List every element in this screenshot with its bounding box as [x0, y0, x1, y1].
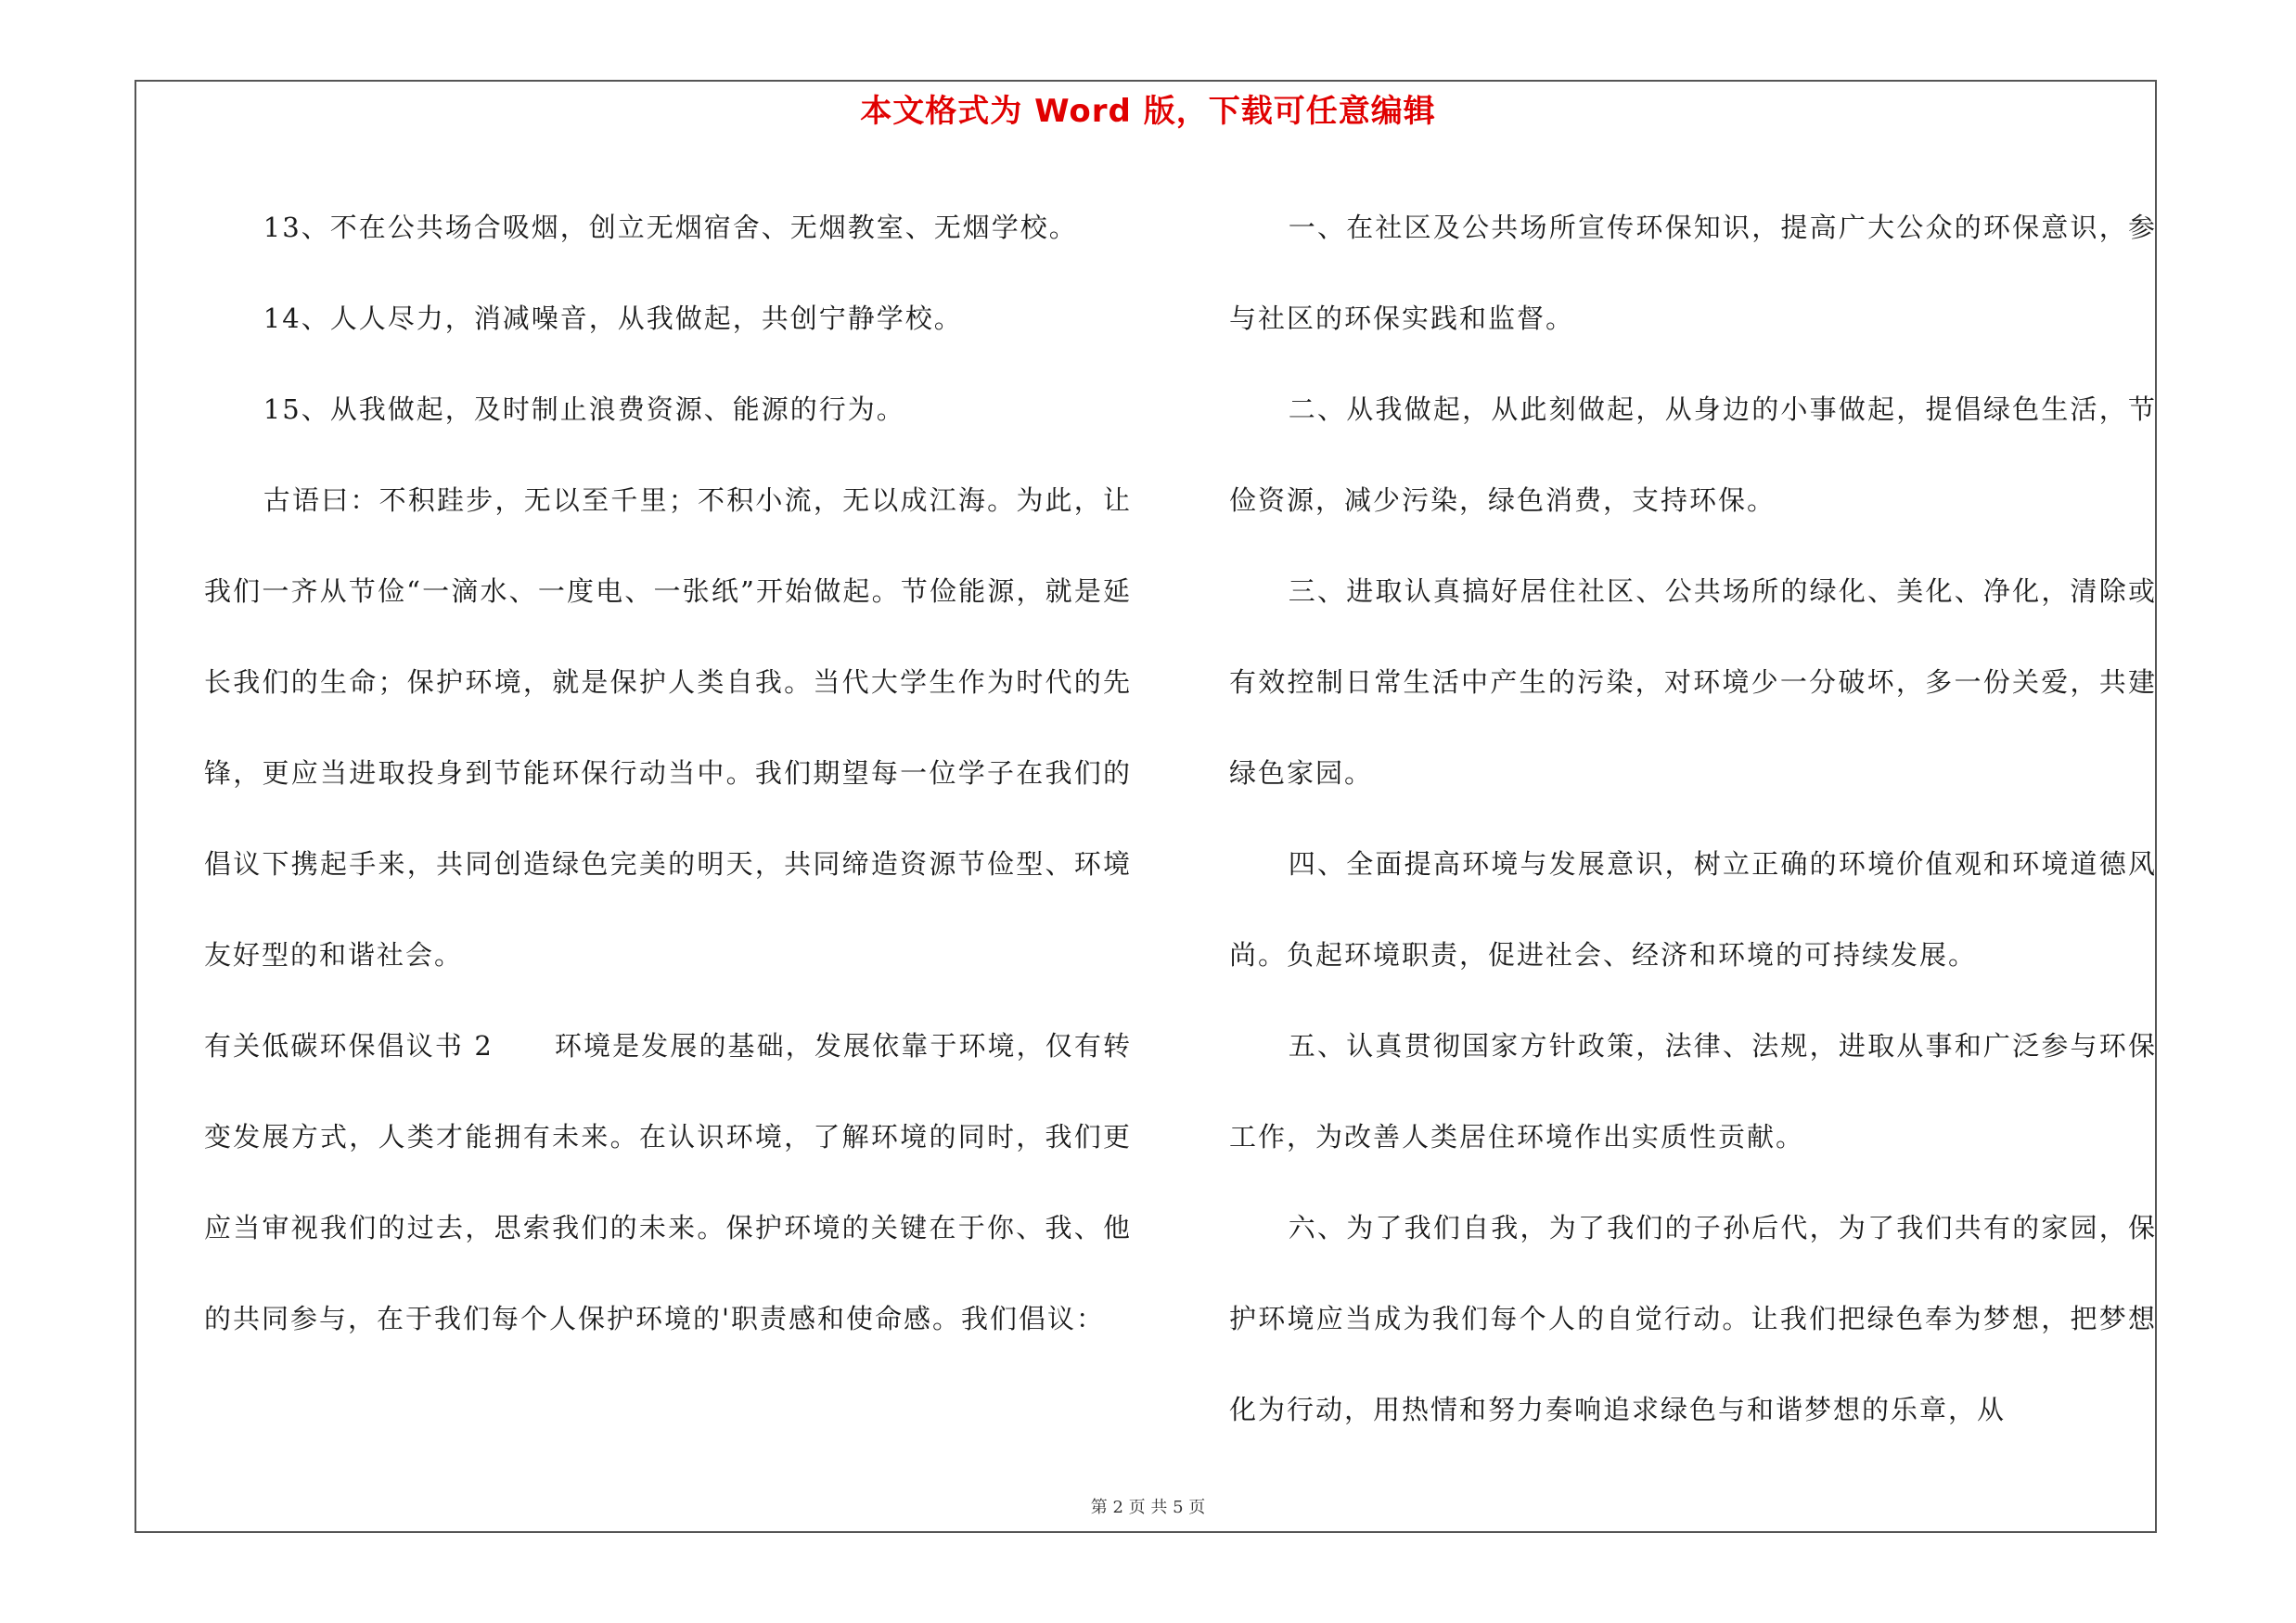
proposal-item: 二、从我做起，从此刻做起，从身边的小事做起，提倡绿色生活，节俭资源，减少污染，绿色消费，支持环保。 [1229, 393, 2157, 516]
proposal-item: 三、进取认真搞好居住社区、公共场所的绿化、美化、净化，清除或有效控制日常生活中产生的污染，对环境少一分破坏，多一份关爱，共建绿色家园。 [1229, 575, 2157, 789]
format-notice-banner: 本文格式为 Word 版，下载可任意编辑 [860, 93, 1436, 130]
proposal-item: 四、全面提高环境与发展意识，树立正确的环境价值观和环境道德风尚。负起环境职责，促进社会、经济和环境的可持续发展。 [1229, 848, 2157, 971]
section-intro-text: 环境是发展的基础，发展依靠于环境，仅有转变发展方式，人类才能拥有未来。在认识环境，了解环境的同时，我们更应当审视我们的过去，思索我们的未来。保护环境的关键在于你、我、他的共同参与，在于我们每个人保护环境的'职责感和使命感。我们倡议： [204, 1030, 1132, 1334]
left-text-column [204, 182, 1132, 1364]
proposal-item: 六、为了我们自我，为了我们的子孙后代，为了我们共有的家园，保护环境应当成为我们每个人的自觉行动。让我们把绿色奉为梦想，把梦想化为行动，用热情和努力奏响追求绿色与和谐梦想的乐章，从 [1229, 1212, 2157, 1425]
paragraph: 14、人人尽力，消减噪音，从我做起，共创宁静学校。 [263, 303, 963, 334]
paragraph: 古语曰：不积跬步，无以至千里；不积小流，无以成江海。为此，让我们一齐从节俭“一滴水、一度电、一张纸”开始做起。节俭能源，就是延长我们的生命；保护环境，就是保护人类自我。当代大学生作为时代的先锋，更应当进取投身到节能环保行动当中。我们期望每一位学子在我们的倡议下携起手来，共同创造绿色完美的明天，共同缔造资源节俭型、环境友好型的和谐社会。 [204, 484, 1132, 971]
right-text-column [1229, 182, 2157, 1455]
section-paragraph [204, 1000, 1132, 1364]
proposal-item: 五、认真贯彻国家方针政策，法律、法规，进取从事和广泛参与环保工作，为改善人类居住环境作出实质性贡献。 [1229, 1030, 2157, 1153]
paragraph: 13、不在公共场合吸烟，创立无烟宿舍、无烟教室、无烟学校。 [263, 212, 1078, 243]
proposal-item: 一、在社区及公共场所宣传环保知识，提高广大公众的环保意识，参与社区的环保实践和监督。 [1229, 212, 2157, 334]
page-number-footer: 第 2 页 共 5 页 [1090, 1498, 1206, 1517]
paragraph: 15、从我做起，及时制止浪费资源、能源的行为。 [263, 393, 905, 425]
section-heading: 有关低碳环保倡议书 2 [204, 1030, 494, 1062]
